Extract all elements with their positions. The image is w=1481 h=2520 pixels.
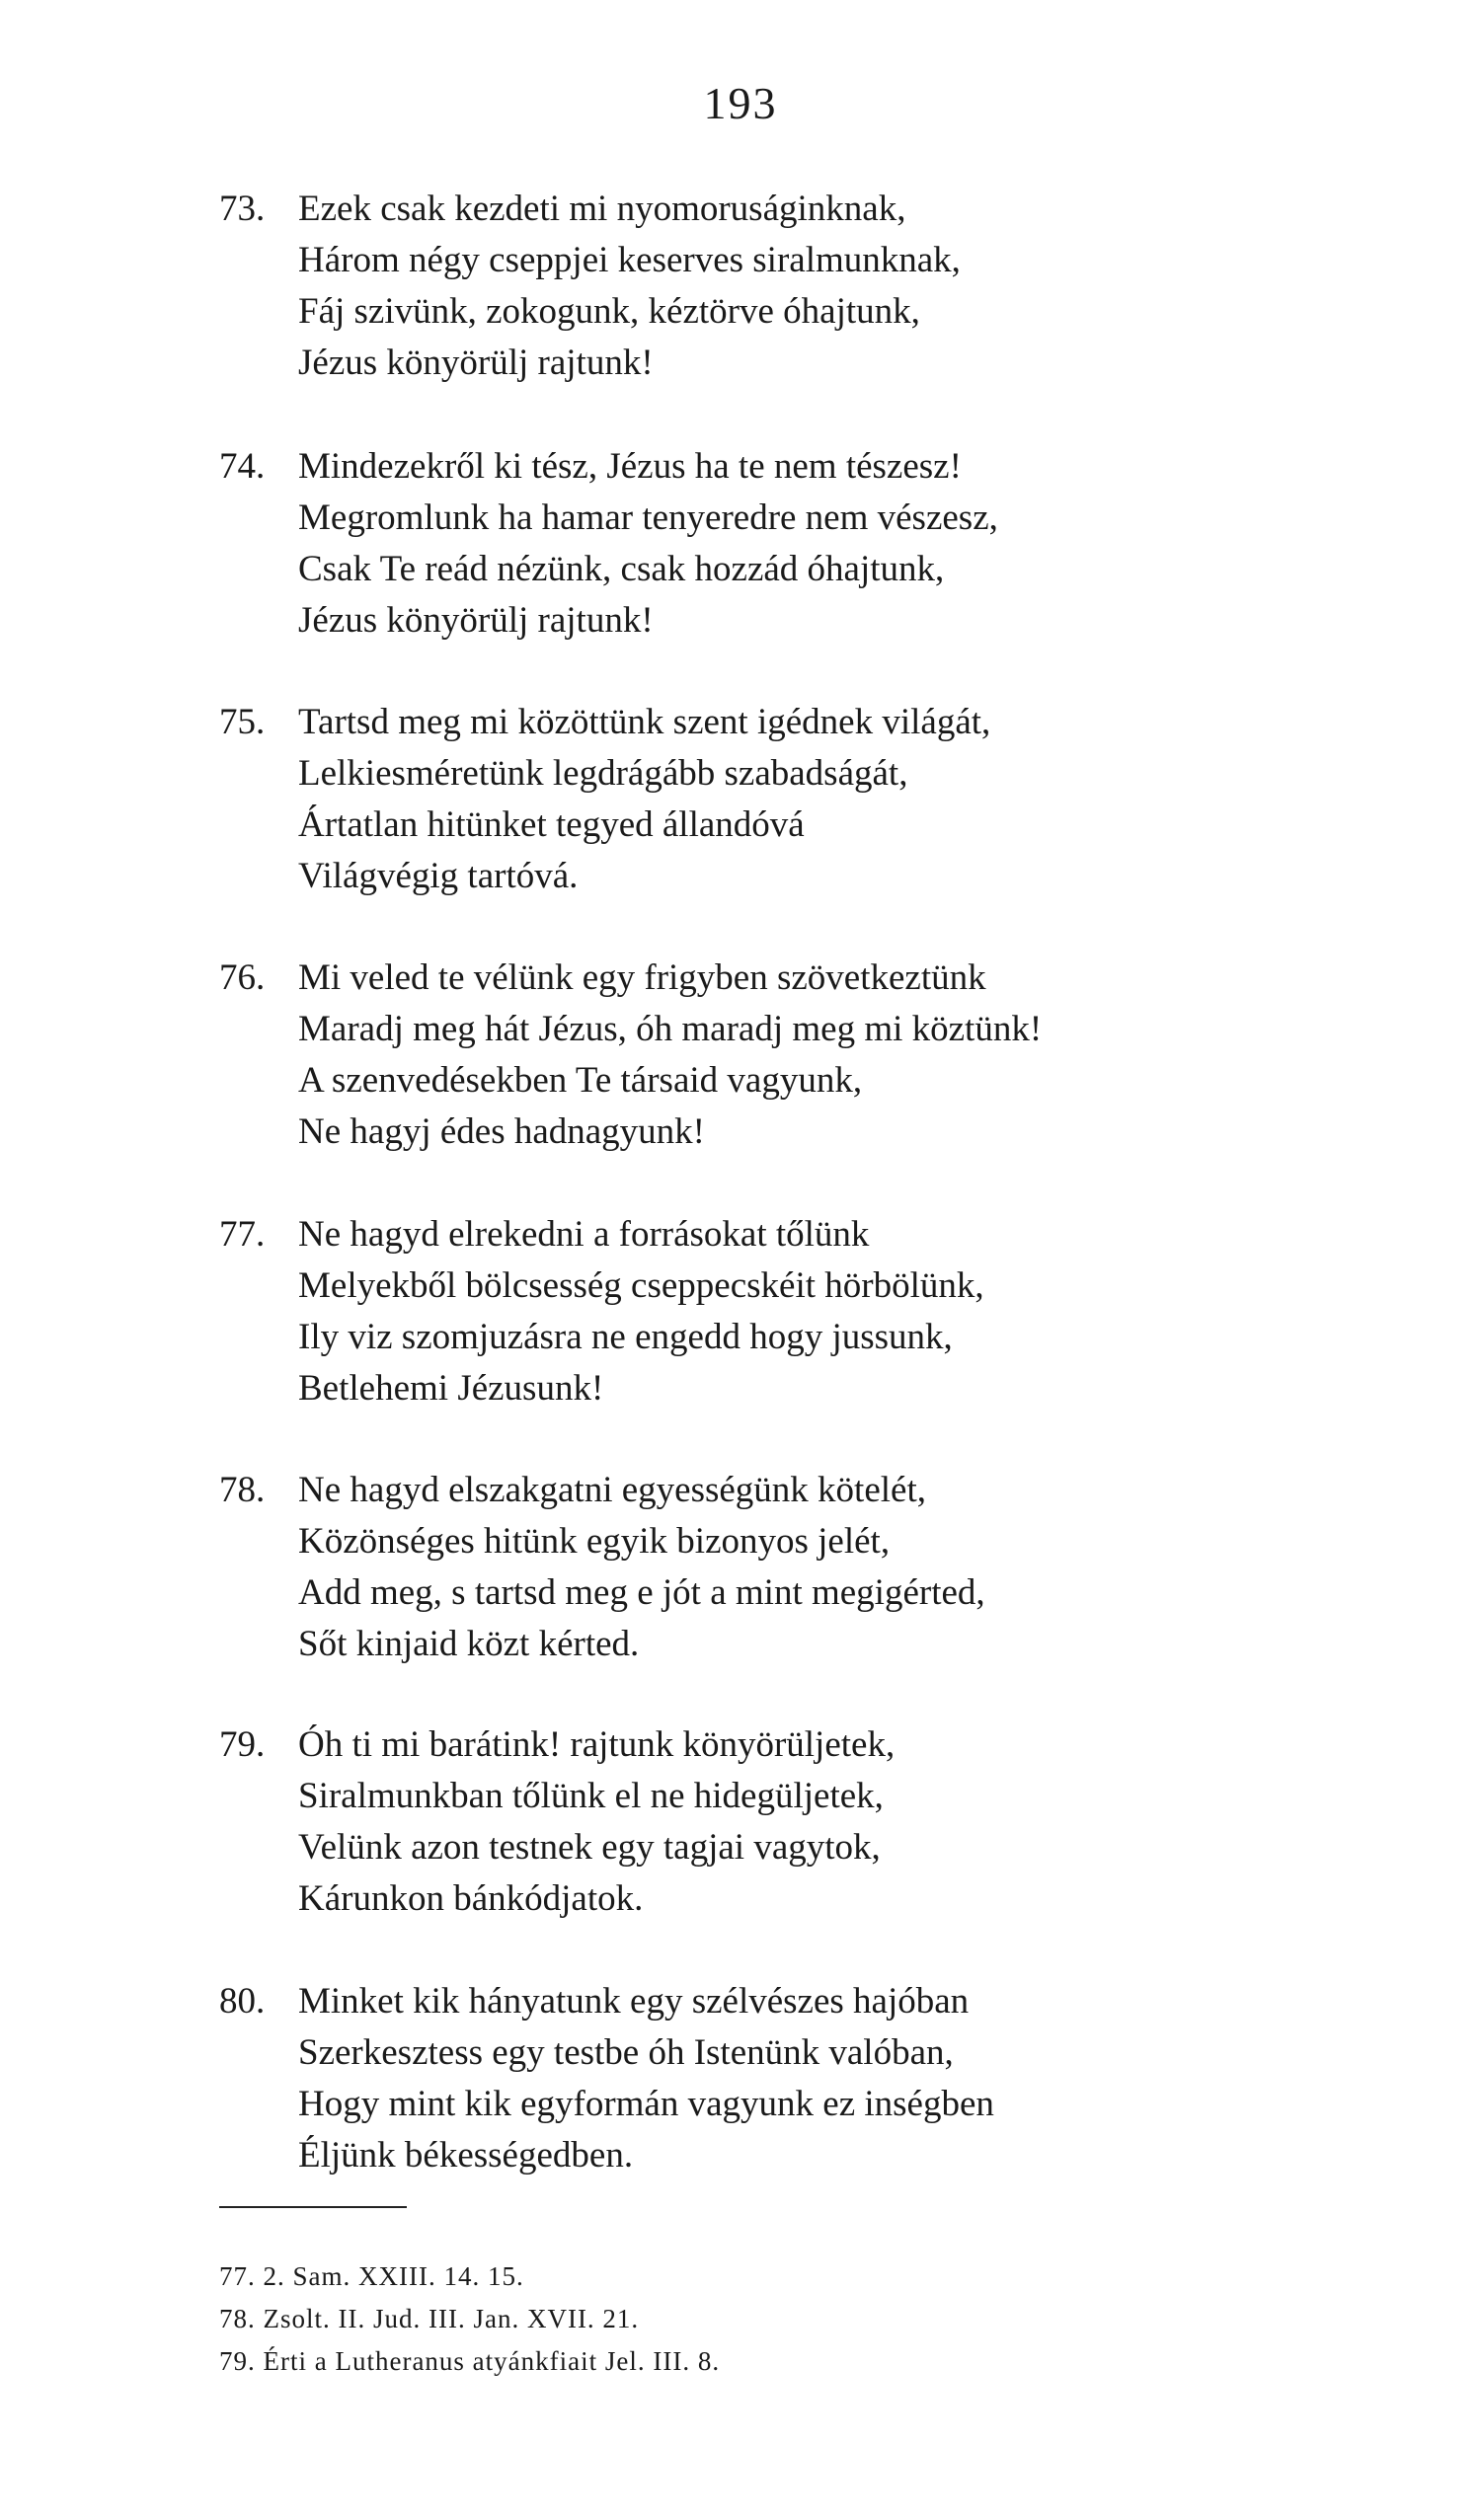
stanza-lines <box>298 1976 1295 2181</box>
verse-line: Fáj szivünk, zokogunk, kéztörve óhajtunk, <box>298 291 920 332</box>
verse-line: Maradj meg hát Jézus, óh maradj meg mi köztünk! <box>298 1009 1043 1049</box>
stanza-number: 78. <box>219 1470 266 1510</box>
verse-line: Ily viz szomjuzásra ne engedd hogy jussunk, <box>298 1317 953 1357</box>
stanza-lines <box>298 441 1295 647</box>
stanza-lines <box>298 1465 1295 1670</box>
verse-line: Mi veled te vélünk egy frigyben szövetkeztünk <box>298 957 986 998</box>
stanza-number: 76. <box>219 957 266 998</box>
verse-line: Siralmunkban tőlünk el ne hidegüljetek, <box>298 1776 884 1816</box>
verse-line: Lelkiesméretünk legdrágább szabadságát, <box>298 753 908 794</box>
stanza-number: 73. <box>219 189 266 229</box>
stanza-lines <box>298 184 1295 389</box>
verse-line: Hogy mint kik egyformán vagyunk ez inségben <box>298 2084 994 2124</box>
verse-line: Add meg, s tartsd meg e jót a mint megigérted, <box>298 1572 985 1613</box>
footnote: 77. 2. Sam. XXIII. 14. 15. <box>219 2261 524 2291</box>
verse-line: Óh ti mi barátink! rajtunk könyörüljetek, <box>298 1724 896 1765</box>
verse-line: Ezek csak kezdeti mi nyomoruságinknak, <box>298 189 906 229</box>
verse-line: Velünk azon testnek egy tagjai vagytok, <box>298 1827 881 1868</box>
verse-line: Világvégig tartóvá. <box>298 856 579 896</box>
stanza-number: 79. <box>219 1724 266 1765</box>
verse-line: Sőt kinjaid közt kérted. <box>298 1624 640 1664</box>
verse-line: Csak Te reád nézünk, csak hozzád óhajtunk, <box>298 549 945 589</box>
verse-line: Minket kik hányatunk egy szélvészes hajóban <box>298 1981 970 2022</box>
verse-line: A szenvedésekben Te társaid vagyunk, <box>298 1060 863 1101</box>
verse-line: Melyekből bölcsesség cseppecskéit hörbölünk, <box>298 1265 984 1306</box>
verse-line: Ne hagyd elszakgatni egyességünk kötelét, <box>298 1470 926 1510</box>
footnotes <box>219 2255 1108 2383</box>
verse-line: Ne hagyd elrekedni a forrásokat tőlünk <box>298 1214 870 1255</box>
footnote: 79. Érti a Lutheranus atyánkfiait Jel. III. 8. <box>219 2346 721 2376</box>
verse-line: Közönséges hitünk egyik bizonyos jelét, <box>298 1521 891 1562</box>
verse-line: Betlehemi Jézusunk! <box>298 1368 604 1409</box>
stanza-number: 75. <box>219 702 266 742</box>
page-number: 193 <box>703 78 778 128</box>
verse-line: Szerkesztess egy testbe óh Istenünk valóban, <box>298 2032 954 2073</box>
verse-line: Éljünk békességedben. <box>298 2135 634 2176</box>
verse-line: Ne hagyj édes hadnagyunk! <box>298 1111 706 1152</box>
verse-line: Megromlunk ha hamar tenyeredre nem vészesz, <box>298 497 998 538</box>
stanza-lines <box>298 1719 1295 1925</box>
verse-line: Ártatlan hitünket tegyed állandóvá <box>298 804 805 845</box>
verse-line: Tartsd meg mi közöttünk szent igédnek világát, <box>298 702 991 742</box>
footnote: 78. Zsolt. II. Jud. III. Jan. XVII. 21. <box>219 2304 640 2333</box>
verse-line: Három négy cseppjei keserves siralmunknak, <box>298 240 961 280</box>
stanza-lines <box>298 1209 1295 1414</box>
stanza-lines <box>298 953 1295 1158</box>
stanza-number: 74. <box>219 446 266 487</box>
stanza-number: 80. <box>219 1981 266 2022</box>
stanza-lines <box>298 697 1295 902</box>
verse-line: Jézus könyörülj rajtunk! <box>298 600 654 641</box>
stanza-number: 77. <box>219 1214 266 1255</box>
verse-line: Kárunkon bánkódjatok. <box>298 1878 644 1919</box>
verse-line: Jézus könyörülj rajtunk! <box>298 343 654 383</box>
footnote-divider <box>219 2206 407 2208</box>
verse-line: Mindezekről ki tész, Jézus ha te nem tészesz! <box>298 446 962 487</box>
